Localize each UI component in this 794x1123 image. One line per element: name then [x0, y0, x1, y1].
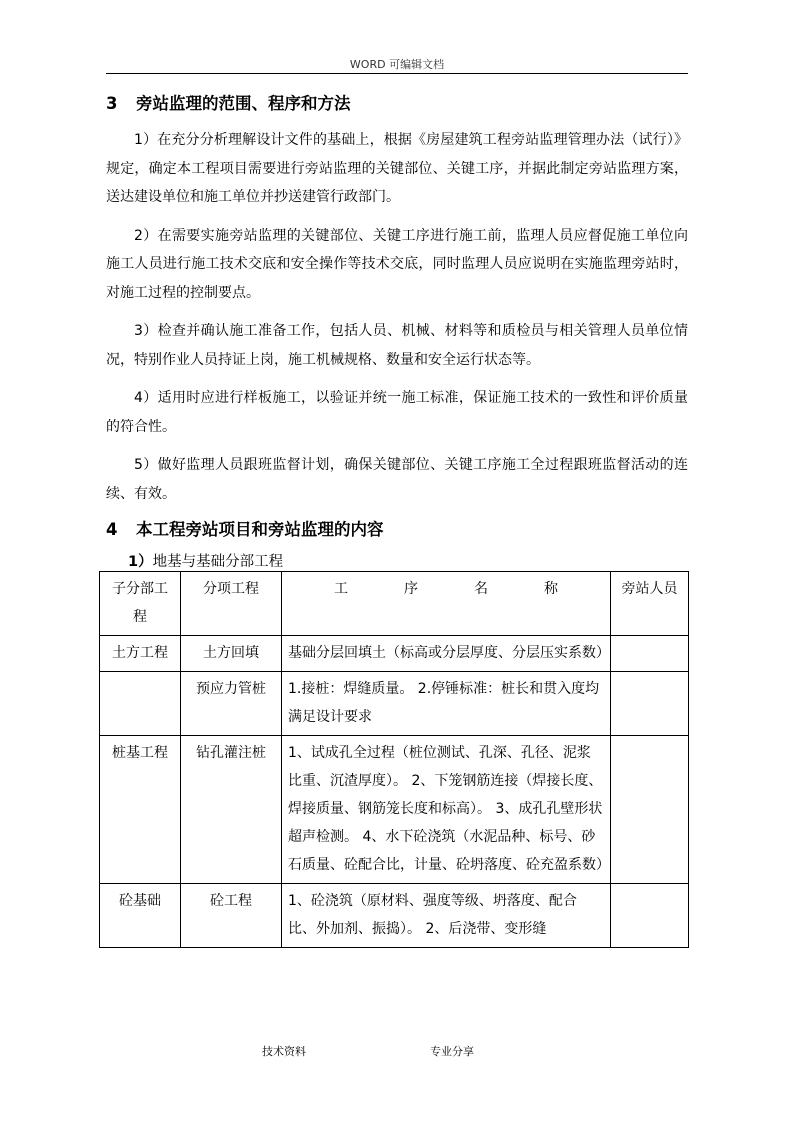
header-process-char: 序 [404, 581, 418, 597]
cell-sub-division [100, 672, 181, 736]
cell-process: 基础分层回填土（标高或分层厚度、分层压实系数） [282, 636, 611, 672]
table-row [100, 884, 689, 948]
paragraph-2: 2）在需要实施旁站监理的关键部位、关键工序进行施工前，监理人员应督促施工单位向施工人员进行施工技术交底和安全操作等技术交底，同时监理人员应说明在实施监理旁站时，对施工过程的控制要点。 [106, 227, 688, 301]
header-divider [106, 73, 688, 74]
table-row [100, 672, 689, 736]
header-staff: 旁站人员 [611, 572, 689, 636]
cell-item: 钻孔灌注桩 [181, 736, 282, 884]
cell-sub-division: 土方工程 [100, 636, 181, 672]
cell-staff [611, 884, 689, 948]
header-process-char: 工 [334, 581, 348, 597]
table-row [100, 636, 689, 672]
cell-process: 1.接桩：焊缝质量。 2.停锤标准：桩长和贯入度均满足设计要求 [282, 672, 611, 736]
table-header-row [100, 572, 689, 636]
cell-process: 1、试成孔全过程（桩位测试、孔深、孔径、泥浆比重、沉渣厚度）。 2、下笼钢筋连接（焊接长度、焊接质量、钢筋笼长度和标高）。 3、成孔孔壁形状超声检测。 4、水下砼浇筑（水泥品种、标号、砂石质量、砼配合比，计量、砼坍落度、砼充盈系数） [282, 736, 611, 884]
header-process-char: 名 [474, 581, 488, 597]
page-header: WORD 可编辑文档 [349, 58, 445, 71]
section-3-title: 旁站监理的范围、程序和方法 [136, 94, 351, 113]
subsection-title: 地基与基础分部工程 [152, 554, 284, 570]
section-3-number: 3 [106, 94, 118, 113]
paragraph-3: 3）检查并确认施工准备工作，包括人员、机械、材料等和质检员与相关管理人员单位情况，特别作业人员持证上岗，施工机械规格、数量和安全运行状态等。 [106, 323, 688, 368]
inspection-table [99, 571, 689, 948]
footer-left-text: 技术资料 [262, 1045, 306, 1058]
table-row [100, 736, 689, 884]
section-3-heading [106, 92, 688, 116]
cell-staff [611, 736, 689, 884]
subsection-number: 1） [128, 554, 153, 570]
cell-staff [611, 636, 689, 672]
document-body [106, 92, 688, 576]
cell-item: 土方回填 [181, 636, 282, 672]
footer-right-text: 专业分享 [430, 1045, 474, 1058]
header-process-name [282, 572, 611, 636]
cell-staff [611, 672, 689, 736]
header-sub-division: 子分部工程 [100, 572, 181, 636]
section-4-title: 本工程旁站项目和旁站监理的内容 [136, 520, 384, 539]
header-process-char: 称 [544, 581, 558, 597]
section-4-number: 4 [106, 520, 118, 539]
cell-sub-division: 砼基础 [100, 884, 181, 948]
section-4-heading [106, 518, 688, 542]
cell-process: 1、砼浇筑（原材料、强度等级、坍落度、配合比、外加剂、振捣）。 2、后浇带、变形缝 [282, 884, 611, 948]
header-item: 分项工程 [181, 572, 282, 636]
paragraph-4: 4）适用时应进行样板施工，以验证并统一施工标准，保证施工技术的一致性和评价质量的符合性。 [106, 390, 688, 435]
paragraph-5: 5）做好监理人员跟班监督计划，确保关键部位、关键工序施工全过程跟班监督活动的连续、有效。 [106, 457, 688, 502]
cell-sub-division: 桩基工程 [100, 736, 181, 884]
cell-item: 砼工程 [181, 884, 282, 948]
paragraph-1: 1）在充分分析理解设计文件的基础上，根据《房屋建筑工程旁站监理管理办法（试行）》规定，确定本工程项目需要进行旁站监理的关键部位、关键工序，并据此制定旁站监理方案，送达建设单位和施工单位并抄送建管行政部门。 [106, 132, 688, 205]
cell-item: 预应力管桩 [181, 672, 282, 736]
